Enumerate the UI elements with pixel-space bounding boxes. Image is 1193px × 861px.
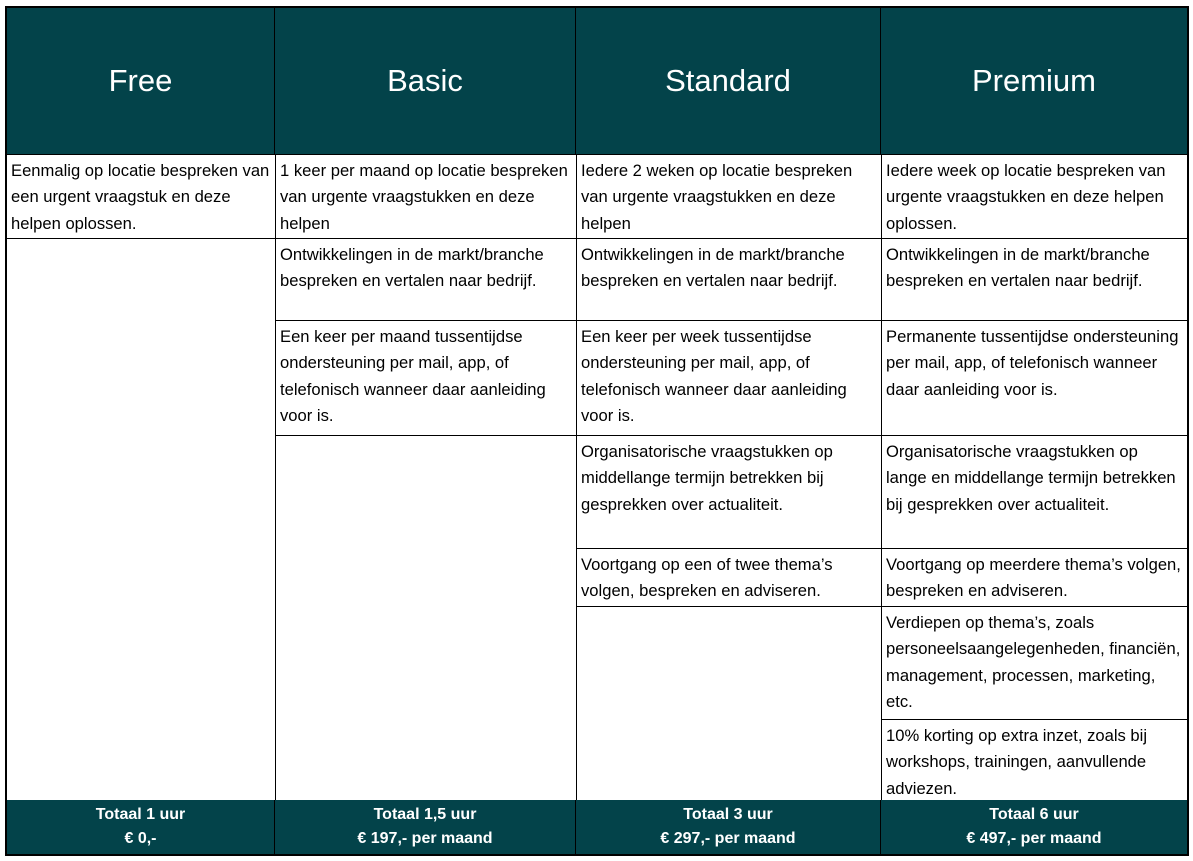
price-label: € 0,-: [124, 830, 157, 847]
feature-cell: Ontwikkelingen in de markt/branche bespreken en vertalen naar bedrijf.: [882, 239, 1187, 321]
plan-header-premium: Premium: [971, 63, 1096, 98]
feature-cell: Organisatorische vraagstukken op lange en middellange termijn betrekken bij gesprekken over actualiteit.: [882, 436, 1187, 549]
pricing-header-row: [7, 8, 1187, 155]
feature-cell: Ontwikkelingen in de markt/branche bespreken en vertalen naar bedrijf.: [577, 239, 881, 321]
feature-cell: Voortgang op een of twee thema’s volgen, bespreken en adviseren.: [577, 549, 881, 607]
feature-cell: Een keer per week tussentijdse ondersteuning per mail, app, of telefonisch wanneer daar aanleiding voor is.: [577, 321, 881, 436]
plan-column-free: [7, 155, 275, 800]
total-hours-label: Totaal 1,5 uur: [373, 806, 477, 823]
plan-header-standard: Standard: [576, 8, 881, 154]
feature-cell: Organisatorische vraagstukken op middellange termijn betrekken bij gesprekken over actualiteit.: [577, 436, 881, 549]
feature-cell: Ontwikkelingen in de markt/branche bespreken en vertalen naar bedrijf.: [276, 239, 576, 321]
plan-column-premium: [882, 155, 1187, 800]
plan-column-basic: [276, 155, 576, 800]
plan-header-basic: Basic: [275, 8, 576, 154]
price-label: € 297,- per maand: [660, 830, 796, 847]
plan-column-standard: [577, 155, 881, 800]
feature-cell: Verdiepen op thema’s, zoals personeelsaangelegenheden, financiën, management, processen, marketing, etc.: [882, 607, 1187, 720]
total-hours-label: Totaal 3 uur: [683, 806, 773, 823]
feature-cell: 1 keer per maand op locatie bespreken van urgente vraagstukken en deze helpen: [276, 155, 576, 239]
price-label: € 197,- per maand: [357, 830, 493, 847]
feature-cell: Eenmalig op locatie bespreken van een urgent vraagstuk en deze helpen oplossen.: [7, 155, 275, 239]
total-hours-label: Totaal 6 uur: [989, 806, 1079, 823]
plan-total-free: [7, 800, 275, 854]
pricing-footer-row: [7, 800, 1187, 854]
feature-cell: Voortgang op meerdere thema’s volgen, bespreken en adviseren.: [882, 549, 1187, 607]
feature-cell: Permanente tussentijdse ondersteuning per mail, app, of telefonisch wanneer daar aanleiding voor is.: [882, 321, 1187, 436]
feature-cell: 10% korting op extra inzet, zoals bij workshops, trainingen, aanvullende adviezen.: [886, 726, 1148, 798]
feature-cell: Iedere 2 weken op locatie bespreken van urgente vraagstukken en deze helpen: [577, 155, 881, 239]
price-label: € 497,- per maand: [966, 830, 1102, 847]
plan-total-premium: [881, 800, 1187, 854]
feature-cell: Een keer per maand tussentijdse ondersteuning per mail, app, of telefonisch wanneer daar aanleiding voor is.: [276, 321, 576, 436]
total-hours-label: Totaal 1 uur: [95, 806, 186, 823]
plan-total-standard: [576, 800, 881, 854]
pricing-table: [5, 6, 1189, 856]
plan-header-free: Free: [7, 8, 275, 154]
plan-total-basic: [275, 800, 576, 854]
feature-cell: Iedere week op locatie bespreken van urgente vraagstukken en deze helpen oplossen.: [882, 155, 1187, 239]
